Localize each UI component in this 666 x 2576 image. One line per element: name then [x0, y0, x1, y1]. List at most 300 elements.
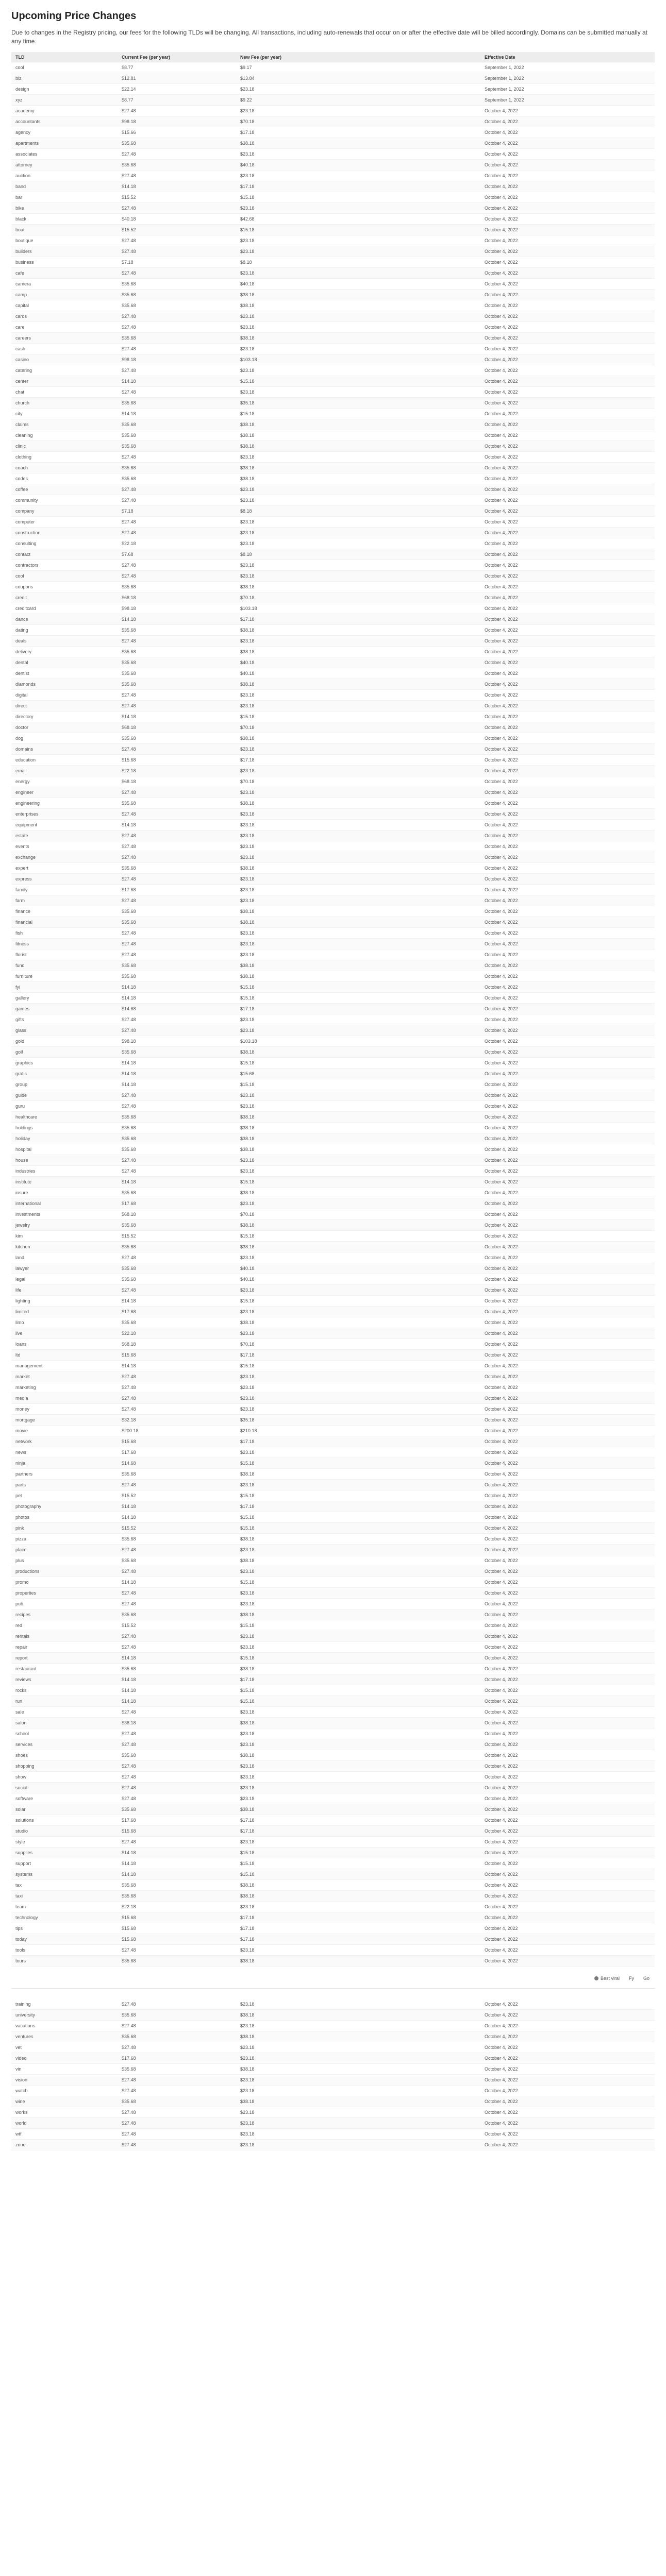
- cell-current-fee: $98.18: [118, 116, 236, 127]
- cell-tld: academy: [11, 106, 118, 116]
- column-header-current-fee[interactable]: Current Fee (per year): [118, 52, 236, 62]
- cell-new-fee: $38.18: [236, 647, 480, 657]
- cell-effective-date: October 4, 2022: [480, 1209, 655, 1220]
- cell-current-fee: $35.68: [118, 441, 236, 452]
- cell-current-fee: $27.48: [118, 1999, 236, 2010]
- cell-current-fee: $27.48: [118, 1166, 236, 1177]
- table-row: [11, 1501, 655, 1512]
- pager-current-button[interactable]: [594, 1976, 620, 1981]
- table-row: [11, 1674, 655, 1685]
- table-row: [11, 809, 655, 820]
- cell-new-fee: $38.18: [236, 1891, 480, 1902]
- cell-effective-date: October 4, 2022: [480, 2010, 655, 2021]
- cell-effective-date: October 4, 2022: [480, 484, 655, 495]
- table-row: [11, 1112, 655, 1123]
- cell-new-fee: $38.18: [236, 1047, 480, 1058]
- cell-new-fee: $23.18: [236, 1739, 480, 1750]
- table-row: [11, 376, 655, 387]
- table-row: [11, 1133, 655, 1144]
- cell-new-fee: $70.18: [236, 776, 480, 787]
- cell-current-fee: $40.18: [118, 214, 236, 225]
- table-row: [11, 560, 655, 571]
- cell-effective-date: October 4, 2022: [480, 1501, 655, 1512]
- cell-tld: attorney: [11, 160, 118, 171]
- cell-tld: school: [11, 1728, 118, 1739]
- cell-new-fee: $15.18: [236, 225, 480, 235]
- cell-new-fee: $23.18: [236, 874, 480, 885]
- cell-new-fee: $23.18: [236, 171, 480, 181]
- table-row: [11, 960, 655, 971]
- cell-current-fee: $35.68: [118, 333, 236, 344]
- cell-effective-date: October 4, 2022: [480, 1783, 655, 1793]
- cell-current-fee: $27.48: [118, 928, 236, 939]
- cell-tld: investments: [11, 1209, 118, 1220]
- cell-current-fee: $8.77: [118, 62, 236, 73]
- cell-tld: business: [11, 257, 118, 268]
- table-row: [11, 1155, 655, 1166]
- cell-current-fee: $27.48: [118, 2086, 236, 2096]
- cell-effective-date: October 4, 2022: [480, 473, 655, 484]
- table-row: [11, 571, 655, 582]
- cell-effective-date: October 4, 2022: [480, 2075, 655, 2086]
- price-table-body-continued: [11, 1999, 655, 2150]
- cell-current-fee: $98.18: [118, 603, 236, 614]
- table-row: [11, 1252, 655, 1263]
- cell-effective-date: October 4, 2022: [480, 1263, 655, 1274]
- table-row: [11, 495, 655, 506]
- cell-effective-date: October 4, 2022: [480, 1415, 655, 1426]
- cell-current-fee: $27.48: [118, 1404, 236, 1415]
- cell-tld: rocks: [11, 1685, 118, 1696]
- cell-tld: repair: [11, 1642, 118, 1653]
- cell-tld: photos: [11, 1512, 118, 1523]
- table-row: [11, 1599, 655, 1609]
- table-row: [11, 506, 655, 517]
- cell-new-fee: $23.18: [236, 2118, 480, 2129]
- cell-effective-date: October 4, 2022: [480, 1858, 655, 1869]
- table-row: [11, 290, 655, 300]
- table-row: [11, 2010, 655, 2021]
- table-row: [11, 1728, 655, 1739]
- cell-effective-date: October 4, 2022: [480, 2140, 655, 2150]
- table-row: [11, 1783, 655, 1793]
- cell-tld: run: [11, 1696, 118, 1707]
- cell-current-fee: $15.66: [118, 127, 236, 138]
- cell-tld: agency: [11, 127, 118, 138]
- cell-current-fee: $35.68: [118, 582, 236, 592]
- cell-effective-date: October 4, 2022: [480, 841, 655, 852]
- table-row: [11, 1090, 655, 1101]
- cell-current-fee: $14.18: [118, 1177, 236, 1188]
- cell-tld: institute: [11, 1177, 118, 1188]
- cell-new-fee: $15.18: [236, 1079, 480, 1090]
- cell-effective-date: October 4, 2022: [480, 1382, 655, 1393]
- column-header-new-fee[interactable]: New Fee (per year): [236, 52, 480, 62]
- table-row: [11, 841, 655, 852]
- cell-effective-date: October 4, 2022: [480, 1317, 655, 1328]
- cell-new-fee: $38.18: [236, 1750, 480, 1761]
- cell-effective-date: October 4, 2022: [480, 387, 655, 398]
- cell-current-fee: $14.18: [118, 409, 236, 419]
- cell-current-fee: $27.48: [118, 831, 236, 841]
- cell-tld: tips: [11, 1923, 118, 1934]
- cell-current-fee: $27.48: [118, 1631, 236, 1642]
- cell-tld: today: [11, 1934, 118, 1945]
- cell-new-fee: $23.18: [236, 1707, 480, 1718]
- cell-current-fee: $15.52: [118, 1231, 236, 1242]
- cell-effective-date: October 4, 2022: [480, 2053, 655, 2064]
- cell-current-fee: $27.48: [118, 1480, 236, 1490]
- cell-current-fee: $27.48: [118, 203, 236, 214]
- table-row: [11, 171, 655, 181]
- cell-tld: life: [11, 1285, 118, 1296]
- cell-tld: rentals: [11, 1631, 118, 1642]
- cell-current-fee: $27.48: [118, 1090, 236, 1101]
- cell-new-fee: $23.18: [236, 1307, 480, 1317]
- cell-new-fee: $23.18: [236, 809, 480, 820]
- cell-tld: lighting: [11, 1296, 118, 1307]
- cell-new-fee: $23.18: [236, 787, 480, 798]
- table-row: [11, 1891, 655, 1902]
- cell-current-fee: $27.48: [118, 344, 236, 354]
- cell-tld: care: [11, 322, 118, 333]
- cell-tld: tours: [11, 1956, 118, 1967]
- cell-new-fee: $38.18: [236, 798, 480, 809]
- table-row: [11, 1696, 655, 1707]
- cell-new-fee: $23.18: [236, 246, 480, 257]
- cell-tld: kitchen: [11, 1242, 118, 1252]
- table-row: [11, 831, 655, 841]
- cell-current-fee: $15.68: [118, 1350, 236, 1361]
- cell-effective-date: October 4, 2022: [480, 1588, 655, 1599]
- table-row: [11, 1999, 655, 2010]
- cell-new-fee: $23.18: [236, 1166, 480, 1177]
- cell-effective-date: October 4, 2022: [480, 1296, 655, 1307]
- cell-new-fee: $23.18: [236, 939, 480, 950]
- table-row: [11, 1718, 655, 1728]
- table-row: [11, 874, 655, 885]
- cell-effective-date: October 4, 2022: [480, 560, 655, 571]
- cell-effective-date: October 4, 2022: [480, 419, 655, 430]
- table-row: [11, 1058, 655, 1069]
- cell-effective-date: October 4, 2022: [480, 528, 655, 538]
- table-row: [11, 1339, 655, 1350]
- cell-tld: services: [11, 1739, 118, 1750]
- cell-new-fee: $103.18: [236, 1036, 480, 1047]
- cell-effective-date: October 4, 2022: [480, 214, 655, 225]
- cell-tld: equipment: [11, 820, 118, 831]
- cell-new-fee: $17.18: [236, 1934, 480, 1945]
- cell-tld: engineering: [11, 798, 118, 809]
- cell-current-fee: $22.18: [118, 1902, 236, 1912]
- cell-tld: bar: [11, 192, 118, 203]
- cell-tld: cards: [11, 311, 118, 322]
- table-row: [11, 1945, 655, 1956]
- cell-new-fee: $23.18: [236, 1837, 480, 1848]
- cell-effective-date: October 4, 2022: [480, 1404, 655, 1415]
- cell-tld: supplies: [11, 1848, 118, 1858]
- table-row: [11, 939, 655, 950]
- table-row: [11, 636, 655, 647]
- cell-current-fee: $35.68: [118, 1242, 236, 1252]
- cell-effective-date: September 1, 2022: [480, 84, 655, 95]
- cell-tld: claims: [11, 419, 118, 430]
- cell-new-fee: $23.18: [236, 1793, 480, 1804]
- cell-tld: pink: [11, 1523, 118, 1534]
- cell-current-fee: $68.18: [118, 592, 236, 603]
- cell-effective-date: October 4, 2022: [480, 149, 655, 160]
- cell-effective-date: October 4, 2022: [480, 1393, 655, 1404]
- cell-new-fee: $23.18: [236, 452, 480, 463]
- cell-current-fee: $35.68: [118, 657, 236, 668]
- table-row: [11, 1144, 655, 1155]
- cell-effective-date: October 4, 2022: [480, 311, 655, 322]
- cell-new-fee: $23.18: [236, 2107, 480, 2118]
- page-title: Upcoming Price Changes: [11, 10, 137, 22]
- cell-tld: engineer: [11, 787, 118, 798]
- cell-effective-date: October 4, 2022: [480, 1220, 655, 1231]
- cell-effective-date: September 1, 2022: [480, 73, 655, 84]
- cell-new-fee: $15.18: [236, 376, 480, 387]
- cell-current-fee: $14.18: [118, 1079, 236, 1090]
- table-row: [11, 333, 655, 344]
- table-row: [11, 863, 655, 874]
- cell-new-fee: $8.18: [236, 506, 480, 517]
- cell-current-fee: $27.48: [118, 1642, 236, 1653]
- cell-new-fee: $15.18: [236, 1620, 480, 1631]
- table-row: [11, 2021, 655, 2031]
- table-row: [11, 1761, 655, 1772]
- cell-tld: pet: [11, 1490, 118, 1501]
- cell-new-fee: $15.18: [236, 1361, 480, 1371]
- cell-effective-date: October 4, 2022: [480, 2129, 655, 2140]
- table-row: [11, 430, 655, 441]
- cell-tld: financial: [11, 917, 118, 928]
- cell-tld: dentist: [11, 668, 118, 679]
- cell-current-fee: $14.18: [118, 1512, 236, 1523]
- cell-current-fee: $27.48: [118, 1014, 236, 1025]
- cell-current-fee: $15.52: [118, 1490, 236, 1501]
- table-row: [11, 409, 655, 419]
- cell-current-fee: $15.68: [118, 1912, 236, 1923]
- cell-current-fee: $35.68: [118, 160, 236, 171]
- cell-current-fee: $27.48: [118, 387, 236, 398]
- cell-new-fee: $70.18: [236, 1209, 480, 1220]
- cell-effective-date: October 4, 2022: [480, 1599, 655, 1609]
- cell-new-fee: $15.18: [236, 1653, 480, 1664]
- cell-new-fee: $38.18: [236, 863, 480, 874]
- cell-new-fee: $23.18: [236, 2129, 480, 2140]
- cell-new-fee: $23.18: [236, 560, 480, 571]
- cell-effective-date: October 4, 2022: [480, 171, 655, 181]
- cell-effective-date: October 4, 2022: [480, 376, 655, 387]
- cell-new-fee: $23.18: [236, 1945, 480, 1956]
- column-header-effective-date[interactable]: Effective Date: [480, 52, 655, 62]
- cell-current-fee: $27.48: [118, 1588, 236, 1599]
- cell-new-fee: $15.18: [236, 192, 480, 203]
- cell-effective-date: October 4, 2022: [480, 1577, 655, 1588]
- cell-effective-date: October 4, 2022: [480, 192, 655, 203]
- cell-current-fee: $35.68: [118, 1750, 236, 1761]
- cell-tld: accountants: [11, 116, 118, 127]
- cell-tld: ventures: [11, 2031, 118, 2042]
- cell-tld: promo: [11, 1577, 118, 1588]
- cell-effective-date: October 4, 2022: [480, 549, 655, 560]
- cell-effective-date: October 4, 2022: [480, 365, 655, 376]
- cell-new-fee: $15.18: [236, 1512, 480, 1523]
- cell-tld: shoes: [11, 1750, 118, 1761]
- table-header-row: [11, 52, 655, 62]
- pager-last-button[interactable]: Go: [643, 1976, 650, 1981]
- cell-effective-date: October 4, 2022: [480, 322, 655, 333]
- cell-current-fee: $14.18: [118, 1858, 236, 1869]
- cell-current-fee: $15.68: [118, 1934, 236, 1945]
- cell-tld: florist: [11, 950, 118, 960]
- cell-effective-date: October 4, 2022: [480, 1307, 655, 1317]
- pager-next-button[interactable]: Fy: [628, 1976, 634, 1981]
- cell-effective-date: October 4, 2022: [480, 928, 655, 939]
- cell-current-fee: $27.48: [118, 1837, 236, 1848]
- cell-new-fee: $23.18: [236, 831, 480, 841]
- cell-new-fee: $23.18: [236, 885, 480, 895]
- cell-current-fee: $27.48: [118, 1707, 236, 1718]
- cell-tld: pub: [11, 1599, 118, 1609]
- cell-new-fee: $23.18: [236, 1999, 480, 2010]
- cell-current-fee: $14.18: [118, 1296, 236, 1307]
- cell-tld: international: [11, 1198, 118, 1209]
- table-row: [11, 192, 655, 203]
- cell-new-fee: $23.18: [236, 820, 480, 831]
- cell-current-fee: $35.68: [118, 971, 236, 982]
- cell-new-fee: $23.18: [236, 2140, 480, 2150]
- cell-new-fee: $38.18: [236, 1534, 480, 1545]
- cell-tld: network: [11, 1436, 118, 1447]
- table-row: [11, 906, 655, 917]
- cell-tld: solutions: [11, 1815, 118, 1826]
- table-row: [11, 820, 655, 831]
- table-row: [11, 766, 655, 776]
- cell-current-fee: $35.68: [118, 2010, 236, 2021]
- cell-new-fee: $38.18: [236, 917, 480, 928]
- table-row: [11, 1350, 655, 1361]
- cell-tld: limo: [11, 1317, 118, 1328]
- cell-new-fee: $23.18: [236, 1599, 480, 1609]
- cell-new-fee: $23.18: [236, 2086, 480, 2096]
- cell-tld: taxi: [11, 1891, 118, 1902]
- cell-new-fee: $23.18: [236, 1404, 480, 1415]
- cell-current-fee: $22.18: [118, 1328, 236, 1339]
- cell-tld: camp: [11, 290, 118, 300]
- cell-effective-date: October 4, 2022: [480, 1047, 655, 1058]
- cell-effective-date: October 4, 2022: [480, 1188, 655, 1198]
- table-row: [11, 950, 655, 960]
- table-row: [11, 214, 655, 225]
- cell-new-fee: $8.18: [236, 257, 480, 268]
- cell-new-fee: $23.18: [236, 484, 480, 495]
- cell-tld: market: [11, 1371, 118, 1382]
- cell-effective-date: October 4, 2022: [480, 1480, 655, 1490]
- cell-tld: community: [11, 495, 118, 506]
- cell-new-fee: $15.18: [236, 1696, 480, 1707]
- cell-effective-date: October 4, 2022: [480, 1036, 655, 1047]
- cell-tld: show: [11, 1772, 118, 1783]
- cell-effective-date: October 4, 2022: [480, 257, 655, 268]
- cell-tld: apartments: [11, 138, 118, 149]
- cell-new-fee: $23.18: [236, 538, 480, 549]
- cell-new-fee: $23.18: [236, 365, 480, 376]
- cell-current-fee: $35.68: [118, 1133, 236, 1144]
- cell-tld: center: [11, 376, 118, 387]
- cell-new-fee: $38.18: [236, 1469, 480, 1480]
- cell-tld: loans: [11, 1339, 118, 1350]
- cell-effective-date: October 4, 2022: [480, 1999, 655, 2010]
- table-row: [11, 2064, 655, 2075]
- cell-effective-date: October 4, 2022: [480, 1545, 655, 1555]
- cell-current-fee: $15.68: [118, 755, 236, 766]
- table-row: [11, 1371, 655, 1382]
- cell-new-fee: $38.18: [236, 290, 480, 300]
- cell-effective-date: October 4, 2022: [480, 1793, 655, 1804]
- cell-current-fee: $27.48: [118, 701, 236, 711]
- cell-new-fee: $23.18: [236, 2021, 480, 2031]
- table-row: [11, 1393, 655, 1404]
- cell-effective-date: October 4, 2022: [480, 722, 655, 733]
- cell-new-fee: $15.18: [236, 711, 480, 722]
- cell-new-fee: $15.18: [236, 1869, 480, 1880]
- cell-effective-date: October 4, 2022: [480, 1285, 655, 1296]
- table-row: [11, 225, 655, 235]
- cell-effective-date: October 4, 2022: [480, 582, 655, 592]
- table-row: [11, 549, 655, 560]
- cell-tld: software: [11, 1793, 118, 1804]
- cell-new-fee: $70.18: [236, 1339, 480, 1350]
- cell-effective-date: October 4, 2022: [480, 1123, 655, 1133]
- cell-current-fee: $27.48: [118, 874, 236, 885]
- cell-new-fee: $38.18: [236, 1804, 480, 1815]
- cell-effective-date: October 4, 2022: [480, 950, 655, 960]
- cell-effective-date: October 4, 2022: [480, 1101, 655, 1112]
- intro-text: Due to changes in the Registry pricing, our fees for the following TLDs will be changing. All transactions, including auto-renewals that occur on or after the effective date will be billed accordingly. Domains can be submitted manually at any time.: [11, 29, 647, 45]
- table-row: [11, 1534, 655, 1545]
- cell-current-fee: $27.48: [118, 939, 236, 950]
- cell-current-fee: $14.18: [118, 711, 236, 722]
- cell-tld: dental: [11, 657, 118, 668]
- cell-current-fee: $35.68: [118, 1469, 236, 1480]
- cell-effective-date: October 4, 2022: [480, 1934, 655, 1945]
- cell-current-fee: $200.18: [118, 1426, 236, 1436]
- cell-new-fee: $23.18: [236, 928, 480, 939]
- cell-current-fee: $12.81: [118, 73, 236, 84]
- cell-new-fee: $23.18: [236, 235, 480, 246]
- cell-new-fee: $210.18: [236, 1426, 480, 1436]
- cell-new-fee: $17.18: [236, 181, 480, 192]
- column-header-tld[interactable]: TLD: [11, 52, 118, 62]
- table-row: [11, 1177, 655, 1188]
- cell-new-fee: $23.18: [236, 495, 480, 506]
- cell-effective-date: October 4, 2022: [480, 203, 655, 214]
- cell-tld: insure: [11, 1188, 118, 1198]
- cell-effective-date: October 4, 2022: [480, 776, 655, 787]
- table-row: [11, 1588, 655, 1599]
- cell-tld: report: [11, 1653, 118, 1664]
- cell-tld: news: [11, 1447, 118, 1458]
- cell-current-fee: $35.68: [118, 1664, 236, 1674]
- cell-new-fee: $15.18: [236, 1177, 480, 1188]
- table-row: [11, 2107, 655, 2118]
- cell-effective-date: October 4, 2022: [480, 895, 655, 906]
- cell-new-fee: $23.18: [236, 387, 480, 398]
- table-row: [11, 787, 655, 798]
